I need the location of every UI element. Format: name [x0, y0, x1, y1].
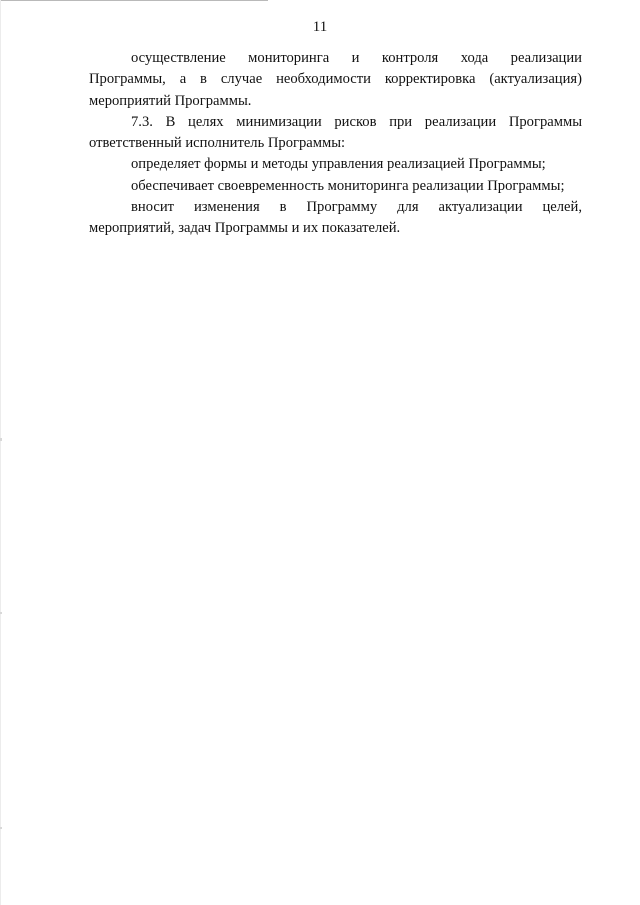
paragraph-monitoring-line-2: Программы, а в случае необходимости корректировка (актуализация)	[89, 71, 582, 88]
list-item-changes-line-1: вносит изменения в Программу для актуализации целей,	[131, 199, 582, 216]
paragraph-7-3-line-1: 7.3. В целях минимизации рисков при реализации Программы	[131, 113, 582, 130]
list-item-changes-line-2: мероприятий, задач Программы и их показателей.	[89, 220, 401, 237]
list-item-forms-methods: определяет формы и методы управления реализацией Программы;	[131, 156, 546, 173]
scan-speck	[0, 612, 2, 614]
paragraph-monitoring-line-3: мероприятий Программы.	[89, 92, 252, 109]
paragraph-7-3-line-2: ответственный исполнитель Программы:	[89, 135, 346, 152]
scan-top-rule	[0, 0, 268, 1]
page-number: 11	[312, 19, 328, 35]
list-item-timely-monitoring: обеспечивает своевременность мониторинга реализации Программы;	[131, 177, 565, 194]
scan-left-edge	[0, 0, 1, 905]
paragraph-monitoring-line-1: осуществление мониторинга и контроля хода реализации	[131, 50, 582, 66]
scan-speck	[0, 827, 2, 829]
document-body	[89, 48, 582, 240]
scan-speck	[0, 438, 2, 441]
